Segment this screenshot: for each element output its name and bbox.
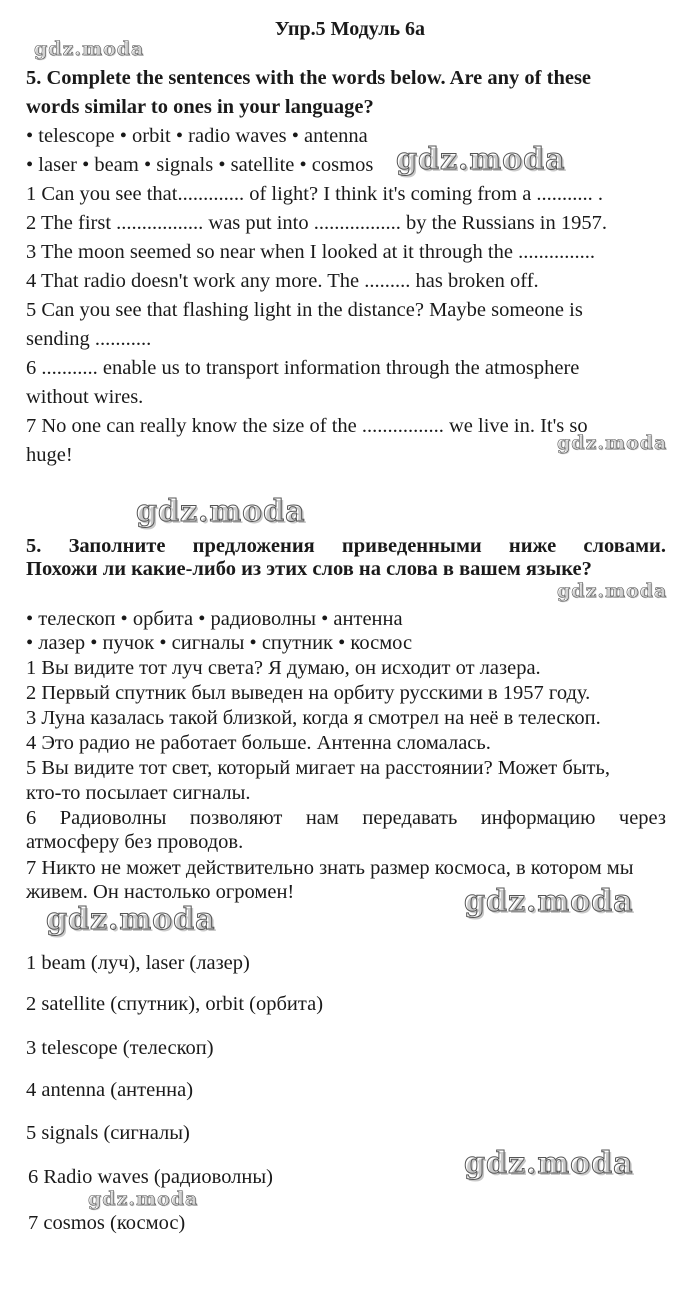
russian-sentence-3: 3 Луна казалась такой близкой, когда я смотрел на неё в телескоп.	[26, 707, 601, 729]
answer-5: 5 signals (сигналы)	[26, 1122, 190, 1144]
watermark-logo: gdz.moda	[88, 1188, 199, 1210]
russian-word-list-line-1: • телескоп • орбита • радиоволны • антенна	[26, 608, 403, 630]
answer-4: 4 antenna (антенна)	[26, 1079, 194, 1101]
answer-7: 7 cosmos (космос)	[28, 1212, 186, 1234]
russian-sentence-5-line-2: кто-то посылает сигналы.	[26, 782, 251, 804]
english-instruction-line-2: words similar to ones in your language?	[26, 96, 374, 118]
english-sentence-6-line-1: 6 ........... enable us to transport information through the atmosphere	[26, 357, 580, 379]
english-sentence-7-line-1: 7 No one can really know the size of the ................ we live in. It's so	[26, 415, 588, 437]
russian-sentence-6-line-1: 6 Радиоволны позволяют нам передавать информацию через	[26, 807, 666, 829]
russian-instruction-line-1: 5. Заполните предложения приведенными ниже словами.	[26, 535, 666, 557]
page-title: Упр.5 Модуль 6а	[274, 18, 426, 40]
english-word-list-line-2: • laser • beam • signals • satellite • cosmos	[26, 154, 374, 176]
watermark-logo: gdz.moda	[557, 580, 668, 602]
english-sentence-4: 4 That radio doesn't work any more. The ......... has broken off.	[26, 270, 539, 292]
watermark-logo: gdz.moda	[557, 432, 668, 454]
russian-sentence-5-line-1: 5 Вы видите тот свет, который мигает на расстоянии? Может быть,	[26, 757, 610, 779]
russian-sentence-2: 2 Первый спутник был выведен на орбиту русскими в 1957 году.	[26, 682, 591, 704]
answer-6: 6 Radio waves (радиоволны)	[28, 1166, 273, 1188]
russian-sentence-1: 1 Вы видите тот луч света? Я думаю, он исходит от лазера.	[26, 657, 541, 679]
english-sentence-1: 1 Can you see that............. of light? I think it's coming from a ........... .	[26, 183, 604, 205]
english-instruction-line-1: 5. Complete the sentences with the words below. Are any of these	[26, 67, 592, 89]
russian-sentence-7-line-2: живем. Он настолько огромен!	[26, 881, 295, 903]
english-sentence-5-line-1: 5 Can you see that flashing light in the distance? Maybe someone is	[26, 299, 583, 321]
answer-1: 1 beam (луч), laser (лазер)	[26, 952, 250, 974]
russian-sentence-6-line-2: атмосферу без проводов.	[26, 831, 244, 853]
english-sentence-3: 3 The moon seemed so near when I looked at it through the ...............	[26, 241, 595, 263]
russian-sentence-4: 4 Это радио не работает больше. Антенна сломалась.	[26, 732, 491, 754]
watermark-logo: gdz.moda	[464, 1146, 634, 1181]
answer-2: 2 satellite (спутник), orbit (орбита)	[26, 993, 324, 1015]
russian-word-list-line-2: • лазер • пучок • сигналы • спутник • космос	[26, 632, 413, 654]
watermark-logo: gdz.moda	[464, 884, 634, 919]
watermark-logo: gdz.moda	[136, 494, 306, 529]
watermark-logo: gdz.moda	[46, 902, 216, 937]
english-sentence-5-line-2: sending ...........	[26, 328, 152, 350]
watermark-logo: gdz.moda	[34, 38, 145, 60]
english-sentence-7-line-2: huge!	[26, 444, 73, 466]
watermark-logo: gdz.moda	[396, 142, 566, 177]
russian-sentence-7-line-1: 7 Никто не может действительно знать размер космоса, в котором мы	[26, 857, 634, 879]
russian-instruction-line-2: Похожи ли какие-либо из этих слов на слова в вашем языке?	[26, 558, 592, 580]
english-sentence-6-line-2: without wires.	[26, 386, 144, 408]
english-sentence-2: 2 The first ................. was put into ................. by the Russians in 1957.	[26, 212, 608, 234]
english-word-list-line-1: • telescope • orbit • radio waves • antenna	[26, 125, 368, 147]
answer-3: 3 telescope (телескоп)	[26, 1037, 214, 1059]
